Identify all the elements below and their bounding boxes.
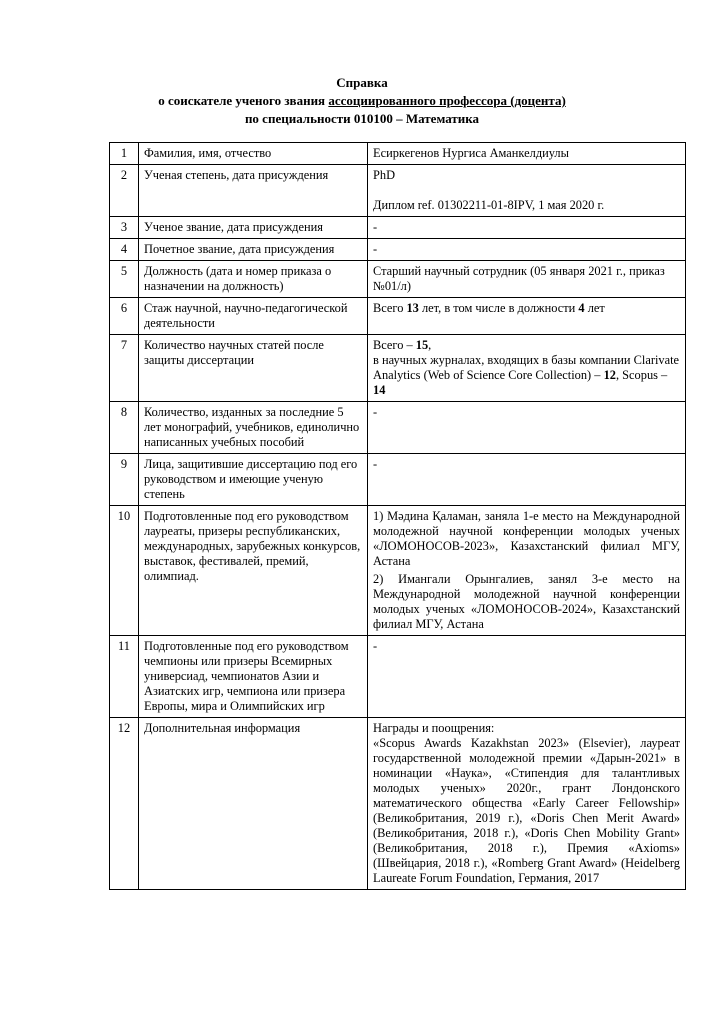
row-label: Должность (дата и номер приказа о назначении на должность) xyxy=(139,261,368,298)
document-header xyxy=(0,74,724,128)
awards-text: «Scopus Awards Kazakhstan 2023» (Elsevier), лауреат государственной молодежной премии «Дарын-2021» в номинации «Наука», «Стипендия для талантливых молодых ученых» 2020г., грант Лондонского математического общества «Early Career Fellowship» (Великобритания, 2019 г.), «Doris Chen Merit Award» (Великобритания, 2018 г.), «Doris Chen Mobility Grant» (Великобритания, 2018 г.), Премия «Axioms» (Швейцария, 2018 г.), «Romberg Grant Award» (Heidelberg Laureate Forum Foundation, Германия, 2017 xyxy=(373,736,680,885)
row-value xyxy=(368,506,686,636)
row-number: 10 xyxy=(110,506,139,636)
row-value xyxy=(368,718,686,890)
row-label: Количество научных статей после защиты диссертации xyxy=(139,335,368,402)
table-row xyxy=(110,335,686,402)
laureate-item: 2) Имангали Орынгалиев, занял 3-е место на Международной молодежной научной конференции молодых ученых «ЛОМОНОСОВ-2024», Казахстанский филиал МГУ, Астана xyxy=(373,572,680,631)
table-row xyxy=(110,718,686,890)
row-number: 12 xyxy=(110,718,139,890)
laureate-item: 1) Мәдина Қаламан, заняла 1-е место на Международной молодежной научной конференции молодых ученых «ЛОМОНОСОВ-2023», Казахстанский филиал МГУ, Астана xyxy=(373,509,680,568)
table-row xyxy=(110,506,686,636)
table-row xyxy=(110,298,686,335)
row-label: Фамилия, имя, отчество xyxy=(139,143,368,165)
row-value: Старший научный сотрудник (05 января 2021 г., приказ №01/л) xyxy=(368,261,686,298)
row-label: Почетное звание, дата присуждения xyxy=(139,239,368,261)
row-number: 2 xyxy=(110,165,139,217)
row-label: Подготовленные под его руководством лауреаты, призеры республиканских, международных, зарубежных конкурсов, выставок, фестивалей, премий, олимпиад. xyxy=(139,506,368,636)
row-label: Стаж научной, научно-педагогической деятельности xyxy=(139,298,368,335)
row-label: Количество, изданных за последние 5 лет монографий, учебников, единолично написанных учебных пособий xyxy=(139,402,368,454)
row-value: - xyxy=(368,217,686,239)
row-number: 8 xyxy=(110,402,139,454)
row-label: Дополнительная информация xyxy=(139,718,368,890)
row-value: - xyxy=(368,402,686,454)
row-value: - xyxy=(368,636,686,718)
diploma: Диплом ref. 01302211-01-8IPV, 1 мая 2020 г. xyxy=(373,198,605,212)
row-label: Ученая степень, дата присуждения xyxy=(139,165,368,217)
row-number: 4 xyxy=(110,239,139,261)
row-value: Всего 13 лет, в том числе в должности 4 лет xyxy=(368,298,686,335)
row-value xyxy=(368,165,686,217)
table-row xyxy=(110,454,686,506)
row-value: - xyxy=(368,239,686,261)
row-label: Ученое звание, дата присуждения xyxy=(139,217,368,239)
row-label: Подготовленные под его руководством чемпионы или призеры Всемирных универсиад, чемпионатов Азии и Азиатских игр, чемпиона или призера Европы, мира и Олимпийских игр xyxy=(139,636,368,718)
academic-title: ассоциированного профессора (доцента) xyxy=(328,93,566,108)
row-number: 5 xyxy=(110,261,139,298)
row-number: 7 xyxy=(110,335,139,402)
row-number: 11 xyxy=(110,636,139,718)
row-value: Всего – 15, в научных журналах, входящих в базы компании Clarivate Analytics (Web of Science Core Collection) – 12, Scopus – 14 xyxy=(368,335,686,402)
awards-heading: Награды и поощрения: xyxy=(373,721,495,735)
degree: PhD xyxy=(373,168,396,182)
row-number: 6 xyxy=(110,298,139,335)
row-label: Лица, защитившие диссертацию под его руководством и имеющие ученую степень xyxy=(139,454,368,506)
document-specialty: по специальности 010100 – Математика xyxy=(244,111,480,126)
row-number: 1 xyxy=(110,143,139,165)
table-row xyxy=(110,636,686,718)
table-row xyxy=(110,143,686,165)
document-title: Справка xyxy=(336,75,388,90)
row-number: 3 xyxy=(110,217,139,239)
table-row xyxy=(110,402,686,454)
table-row xyxy=(110,261,686,298)
document-subtitle: о соискателе ученого звания ассоциированного профессора (доцента) xyxy=(158,93,566,108)
table-row xyxy=(110,239,686,261)
row-value: - xyxy=(368,454,686,506)
info-table xyxy=(109,142,686,890)
row-number: 9 xyxy=(110,454,139,506)
table-row xyxy=(110,165,686,217)
table-row xyxy=(110,217,686,239)
row-value: Есиркегенов Нургиса Аманкелдиулы xyxy=(368,143,686,165)
